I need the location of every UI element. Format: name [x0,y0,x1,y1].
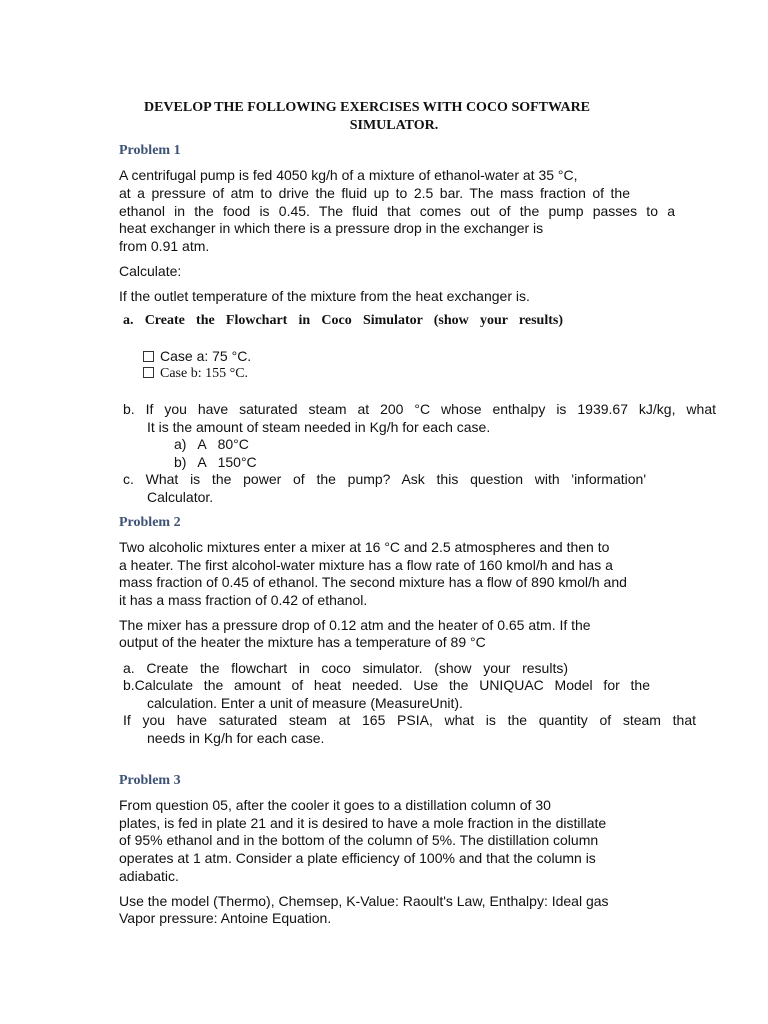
problem-2-item-if-line-1: If you have saturated steam at 165 PSIA, what is the quantity of steam that [123,712,696,728]
problem-3-paragraph-line: Vapor pressure: Antoine Equation. [119,910,332,926]
problem-1-paragraph-line: A centrifugal pump is fed 4050 kg/h of a mixture of ethanol-water at 35 °C, [119,167,578,183]
problem-1-item-b-line-2: It is the amount of steam needed in Kg/h for each case. [147,419,491,435]
problem-3-paragraph-line: of 95% ethanol and in the bottom of the column of 5%. The distillation column [119,832,599,848]
problem-2-item-a: a. Create the flowchart in coco simulator. (show your results) [123,660,568,676]
problem-1-item-b-line-1: b. If you have saturated steam at 200 °C whose enthalpy is 1939.67 kJ/kg, what [123,401,716,417]
page-title-line-2: SIMULATOR. [349,118,439,133]
problem-2-paragraph-line: mass fraction of 0.45 of ethanol. The second mixture has a flow of 890 kmol/h and [119,574,627,590]
problem-2-paragraph-line: Two alcoholic mixtures enter a mixer at 16 °C and 2.5 atmospheres and then to [119,539,610,555]
missing-glyph-icon [143,351,154,362]
problem-2-paragraph-line: it has a mass fraction of 0.42 of ethanol. [119,592,368,608]
page-title-line-1: DEVELOP THE FOLLOWING EXERCISES WITH COCO SOFTWARE [143,100,591,115]
problem-1-paragraph-line: ethanol in the food is 0.45. The fluid that comes out of the pump passes to a [119,203,675,219]
problem-1-item-c-line-2: Calculator. [147,489,214,505]
problem-3-paragraph-line: Use the model (Thermo), Chemsep, K-Value: Raoult's Law, Enthalpy: Ideal gas [119,893,609,909]
problem-1-sub-b: b) A 150°C [174,454,257,470]
case-b-text: Case b: 155 °C. [160,366,249,381]
case-b-item [143,366,248,382]
problem-1-paragraph-line: at a pressure of atm to drive the fluid up to 2.5 bar. The mass fraction of the [119,185,630,201]
problem-2-item-b-line-2: calculation. Enter a unit of measure (MeasureUnit). [147,695,463,711]
problem-1-paragraph-line: heat exchanger in which there is a pressure drop in the exchanger is [119,220,544,236]
outlet-temperature-text: If the outlet temperature of the mixture from the heat exchanger is. [119,288,530,304]
problem-1-paragraph-line: from 0.91 atm. [119,238,210,254]
calculate-label: Calculate: [119,263,182,279]
problem-2-heading: Problem 2 [119,515,181,530]
problem-3-paragraph-line: plates, is fed in plate 21 and it is desired to have a mole fraction in the distillate [119,815,607,831]
problem-3-paragraph-line: operates at 1 atm. Consider a plate efficiency of 100% and that the column is [119,850,596,866]
problem-3-heading: Problem 3 [119,773,181,788]
problem-2-paragraph-line: The mixer has a pressure drop of 0.12 atm and the heater of 0.65 atm. If the [119,617,591,633]
missing-glyph-icon [143,367,154,378]
problem-1-heading: Problem 1 [119,143,181,158]
problem-3-paragraph-line: adiabatic. [119,868,179,884]
problem-2-paragraph-line: output of the heater the mixture has a temperature of 89 °C [119,634,486,650]
case-a-text: Case a: 75 °C. [160,348,252,364]
case-a-item [143,348,251,366]
problem-1-sub-a: a) A 80°C [174,436,249,452]
problem-2-paragraph-line: a heater. The first alcohol-water mixture has a flow rate of 160 kmol/h and has a [119,557,613,573]
problem-2-item-if-line-2: needs in Kg/h for each case. [147,730,325,746]
problem-1-item-c-line-1: c. What is the power of the pump? Ask this question with 'information' [123,471,646,487]
problem-2-item-b-line-1: b.Calculate the amount of heat needed. Use the UNIQUAC Model for the [123,677,650,693]
problem-3-paragraph-line: From question 05, after the cooler it goes to a distillation column of 30 [119,797,551,813]
problem-1-item-a: a. Create the Flowchart in Coco Simulator (show your results) [123,313,563,328]
